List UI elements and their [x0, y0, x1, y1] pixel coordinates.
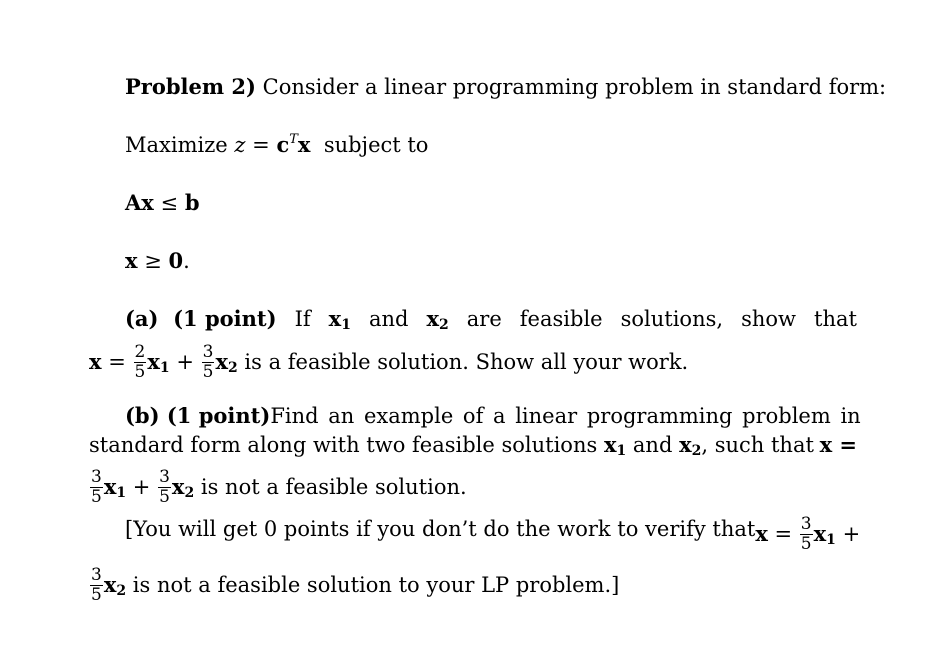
part-a-word-and: and	[368, 307, 409, 331]
combo-x: x	[89, 349, 102, 374]
c-vector: c	[276, 132, 290, 157]
plus-sign-b: +	[132, 475, 151, 499]
part-a-label: (a) (1 point)	[125, 306, 277, 331]
part-a-word-if: If	[294, 307, 311, 331]
part-b-text1: Find an example of a linear programming problem in	[270, 404, 861, 428]
note-start: [You will get 0 points if you don’t do the work to verify that	[125, 517, 756, 541]
part-a-x1: $x_1$	[328, 306, 351, 333]
part-a-word-are: are	[466, 307, 502, 331]
constraint2-period: .	[183, 249, 190, 273]
transpose-mark: T	[289, 132, 298, 147]
part-a-word-solutions: solutions,	[620, 307, 724, 331]
note-end: is not a feasible solution to your LP problem.]	[132, 573, 620, 597]
constraint-x-ge-0	[125, 248, 190, 274]
constraint2-lhs: x	[125, 248, 138, 273]
objective-var: z	[234, 133, 246, 157]
constraint1-lhs: Ax	[125, 190, 154, 215]
constraint2-rel: ≥	[144, 249, 162, 273]
part-a-line1	[125, 306, 857, 338]
fraction-3-5: $\frac{3}{5}$	[202, 342, 214, 382]
equals-sign: =	[252, 133, 270, 157]
note-line1	[125, 514, 861, 555]
objective-line	[125, 132, 428, 158]
part-b-x-eq: x =	[819, 432, 857, 457]
subject-to-text: subject to	[323, 133, 429, 157]
part-a-word-feasible: feasible	[519, 307, 603, 331]
note-combo: x = $\frac{3}{5}$ $x_1$ +	[755, 514, 861, 554]
maximize-text: Maximize	[125, 133, 228, 157]
part-b-label: (b) (1 point)	[125, 403, 271, 428]
problem-title	[125, 74, 886, 100]
part-a-word-that: that	[814, 307, 857, 331]
part-a-x2: $x_2$	[426, 306, 449, 333]
x-vector: x	[297, 132, 311, 157]
constraint1-rel: ≤	[160, 191, 179, 215]
part-a-conclusion: is a feasible solution. Show all your work.	[244, 350, 689, 374]
plus-sign: +	[176, 350, 194, 374]
fraction-3-5-b1: $\frac{3}{5}$	[91, 467, 102, 507]
part-a-line2: x = $\frac{2}{5}$ $x_1$ + $\frac{3}{5}$ $x_2$ is a feasible solution. Show all your work.	[89, 342, 689, 382]
part-b-line2	[89, 432, 857, 464]
part-b-not-feasible: is not a feasible solution.	[200, 475, 467, 499]
fraction-3-5-note: $\frac{3}{5}$	[800, 514, 812, 554]
fraction-3-5-note2: $\frac{3}{5}$	[91, 565, 102, 605]
part-a-word-show: show	[741, 307, 796, 331]
problem-intro: Consider a linear programming problem in standard form:	[262, 75, 887, 99]
constraint-ax-le-b	[125, 190, 200, 216]
problem-label: Problem 2)	[125, 74, 256, 99]
part-b-line3: $\frac{3}{5}$ $x_1$ + $\frac{3}{5}$ $x_2$ is not a feasible solution.	[91, 467, 467, 507]
part-b-text2: standard form along with two feasible solutions $x_1$ and $x_2$, such that	[89, 432, 814, 459]
fraction-3-5-b2: $\frac{3}{5}$	[159, 467, 170, 507]
note-line2: $\frac{3}{5}$ $x_2$ is not a feasible solution to your LP problem.]	[91, 565, 620, 605]
part-b-line1	[125, 403, 861, 429]
constraint2-rhs: 0	[168, 248, 184, 273]
constraint1-rhs: b	[184, 190, 200, 215]
fraction-2-5: $\frac{2}{5}$	[134, 342, 146, 382]
combo-equals: =	[108, 350, 126, 374]
